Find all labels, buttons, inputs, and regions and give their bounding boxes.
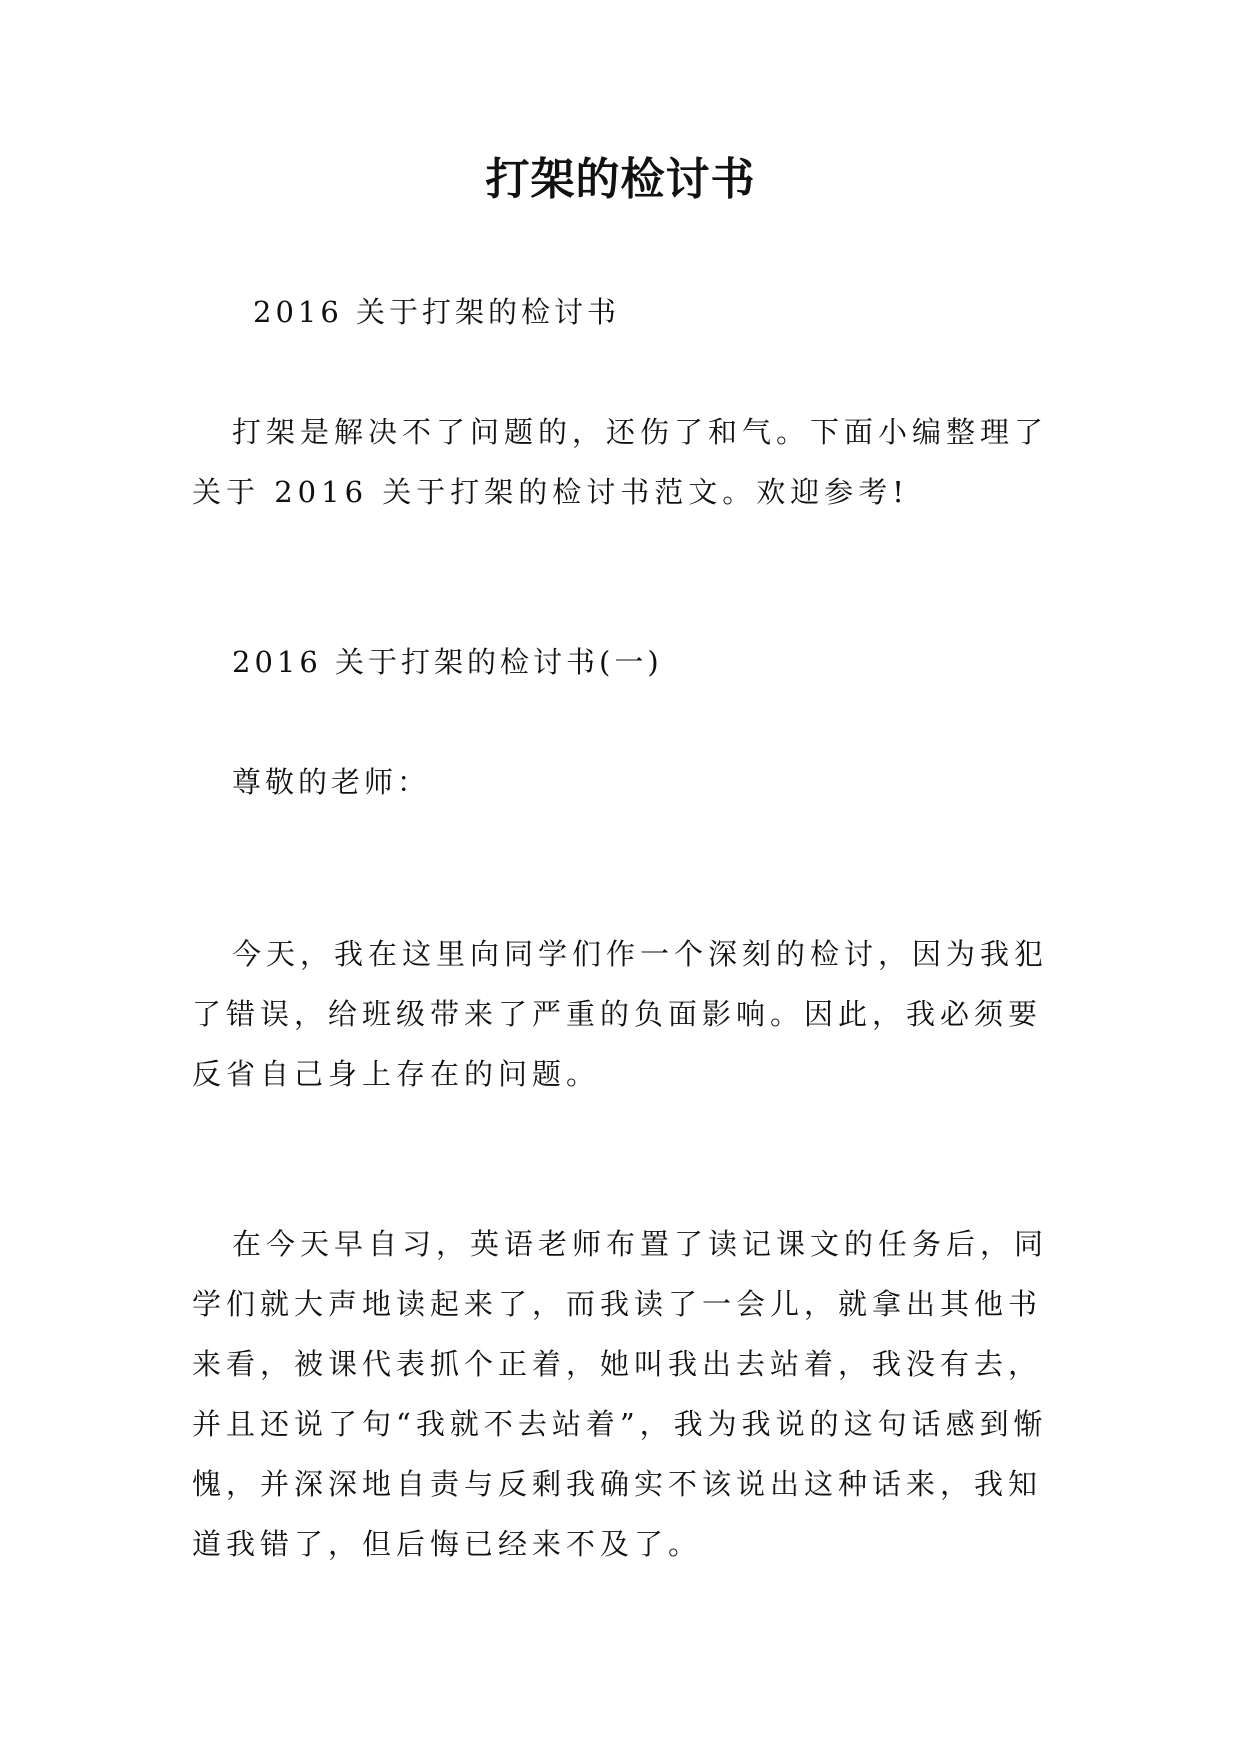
- document-title: 打架的检讨书: [485, 154, 756, 205]
- body-paragraph: 今天，我在这里向同学们作一个深刻的检讨，因为我犯了错误，给班级带来了严重的负面影响。因此，我必须要反省自己身上存在的问题。: [192, 937, 1049, 1091]
- document-subtitle: 2016 关于打架的检讨书: [253, 295, 621, 329]
- section-heading: 2016 关于打架的检讨书(一): [232, 645, 663, 679]
- body-paragraph: 在今天早自习，英语老师布置了读记课文的任务后，同学们就大声地读起来了，而我读了一会儿，就拿出其他书来看，被课代表抓个正着，她叫我出去站着，我没有去，并且还说了句“我就不去站着”，我为我说的这句话感到惭愧，并深深地自责与反剩我确实不该说出这种话来，我知道我错了，但后悔已经来不及了。: [192, 1227, 1049, 1561]
- intro-paragraph: 打架是解决不了问题的，还伤了和气。下面小编整理了关于 2016 关于打架的检讨书范文。欢迎参考!: [192, 415, 1049, 509]
- greeting-line: 尊敬的老师：: [232, 765, 431, 799]
